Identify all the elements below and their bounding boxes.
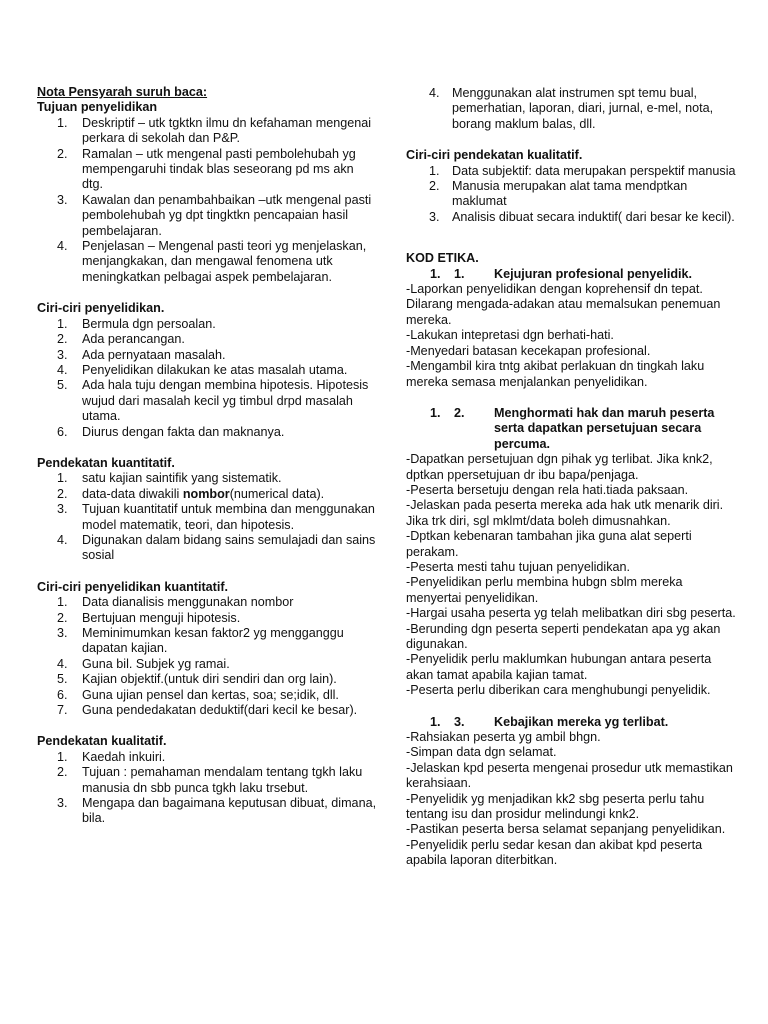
kod-line: -Peserta bersetuju dengan rela hati.tiada paksaan. [406, 482, 689, 497]
list-item: 5. Kajian objektif.(untuk diri sendiri dan org lain). [57, 672, 337, 687]
kod-line: -Dptkan kebenaran tambahan jika guna alat seperti perakam. [406, 529, 692, 559]
kod-section-3 [406, 715, 741, 869]
kod-line: -Penyelidik yg menjadikan kk2 sbg peserta perlu tahu tentang isu dan prosidur melindungi knk2. [406, 791, 705, 822]
kod-line: -Hargai usaha peserta yg telah melibatkan diri sbg peserta. [406, 606, 736, 621]
ciri-kualitatif-list [406, 164, 741, 226]
section-ciri-kualitatif [406, 148, 741, 225]
left-column [37, 85, 377, 843]
kod-etika-title: KOD ETIKA. [406, 251, 479, 266]
kod-line: -Berunding dgn peserta seperti pendekatan apa yg akan digunakan. [406, 621, 721, 651]
right-column [406, 86, 741, 885]
bold-term: nombor [182, 486, 230, 501]
kualitatif-list [37, 750, 377, 827]
list-item: 3. Analisis dibuat secara induktif( dari besar ke kecil). [429, 209, 735, 224]
kod-line: -Dapatkan persetujuan dgn pihak yg terlibat. Jika knk2, dptkan ppersetujuan dr ibu bapa/penjaga. [406, 452, 713, 482]
ciri-list [37, 317, 377, 440]
list-item: 1. satu kajian saintifik yang sistematik. [57, 471, 282, 486]
kod-line: -Peserta mesti tahu tujuan penyelidikan. [406, 559, 631, 574]
list-item: 5. Ada hala tuju dengan membina hipotesis. Hipotesis wujud dari masalah kecil yg timbul drpd masalah utama. [57, 378, 369, 424]
list-item: 4. Penyelidikan dilakukan ke atas masalah utama. [57, 362, 348, 377]
list-item: 2. Ada perancangan. [57, 332, 185, 347]
list-item: 3. Tujuan kuantitatif untuk membina dan menggunakan model matematik, teori, dan hipotesis. [57, 502, 375, 532]
section-heading: Pendekatan kuantitatif. [37, 455, 175, 470]
section-ciri-kuantitatif [37, 580, 377, 719]
list-item: 2. Ramalan – utk mengenal pasti pembolehubah yg mempengaruhi tindak blas seseorang pd ms akn dtg. [57, 146, 356, 192]
kod-line: -Laporkan penyelidikan dengan koprehensif dn tepat. Dilarang mengada-adakan atau memalsukan penemuan mereka. [406, 282, 721, 327]
list-item: 1. Bermula dgn persoalan. [57, 316, 216, 331]
list-item: 3. Kawalan dan penambahbaikan –utk mengenal pasti pembolehubah yg dpt tingktkn pencapaian hasil pembelajaran. [57, 192, 372, 238]
list-item: 7. Guna pendedakatan deduktif(dari kecil ke besar). [57, 703, 358, 718]
list-item: 2. data-data diwakili nombor(numerical data). [57, 486, 325, 501]
kod-line: -Pastikan peserta bersa selamat sepanjang penyelidikan. [406, 822, 726, 837]
section-heading: Tujuan penyelidikan [37, 100, 158, 115]
kod-section-heading: 1. 3. Kebajikan mereka yg terlibat. [430, 714, 669, 729]
kod-line: -Peserta perlu diberikan cara menghubungi penyelidik. [406, 683, 711, 698]
kod-line: -Mengambil kira tntg akibat perlakuan dn tingkah laku mereka semasa menjalankan penyelidikan. [406, 359, 705, 389]
list-item: 2. Tujuan : pemahaman mendalam tentang tgkh laku manusia dn sbb punca tgkh laku trsebut. [57, 765, 363, 795]
list-item: 1. Kaedah inkuiri. [57, 749, 166, 764]
kod-line: -Penyelidik perlu maklumkan hubungan antara peserta akan tamat apabila kajian tamat. [406, 652, 712, 682]
list-item: 4. Menggunakan alat instrumen spt temu bual, pemerhatian, laporan, diari, jurnal, e-mel, nota, borang maklum balas, dll. [429, 86, 714, 131]
kualitatif-list-continued [406, 86, 741, 132]
page-title: Nota Pensyarah suruh baca: [37, 85, 208, 99]
ciri-kuantitatif-list [37, 595, 377, 718]
kod-line: -Lakukan intepretasi dgn berhati-hati. [406, 328, 614, 343]
kod-section-heading: 1. 1. Kejujuran profesional penyelidik. [430, 266, 693, 281]
section-tujuan [37, 100, 377, 285]
section-heading: Ciri-ciri pendekatan kualitatif. [406, 148, 583, 163]
kod-line: -Simpan data dgn selamat. [406, 745, 557, 760]
kod-line: -Menyedari batasan kecekapan profesional. [406, 343, 651, 358]
section-heading: Ciri-ciri penyelidikan kuantitatif. [37, 579, 229, 594]
section-ciri-penyelidikan [37, 301, 377, 440]
kod-line: -Penyelidikan perlu membina hubgn sblm mereka menyertai penyelidikan. [406, 575, 683, 605]
kod-line: -Rahsiakan peserta yg ambil bhgn. [406, 730, 601, 745]
list-item: 6. Diurus dengan fakta dan maknanya. [57, 424, 285, 439]
tujuan-list [37, 116, 377, 285]
kod-section-2 [406, 406, 741, 699]
list-item: 6. Guna ujian pensel dan kertas, soa; se;idik, dll. [57, 687, 339, 702]
kod-section-heading: 1. 2. Menghormati hak dan maruh peserta serta dapatkan persetujuan secara percuma. [430, 405, 715, 451]
list-item: 4. Penjelasan – Mengenal pasti teori yg menjelaskan, menjangkakan, dan mengawal fenomena utk meningkatkan pelbagai aspek pembelajaran. [57, 239, 367, 284]
section-kualitatif-continued [406, 86, 741, 132]
section-kualitatif [37, 734, 377, 826]
kod-line: -Penyelidik perlu sedar kesan dan akibat kpd peserta apabila laporan diterbitkan. [406, 837, 703, 868]
kod-line: -Jelaskan pada peserta mereka ada hak utk menarik diri. Jika trk diri, sgl mklmt/data boleh dimusnahkan. [406, 498, 724, 528]
kod-line: -Jelaskan kpd peserta mengenai prosedur utk memastikan kerahsiaan. [406, 760, 733, 791]
kod-section-1 [406, 267, 741, 390]
section-heading: Pendekatan kualitatif. [37, 734, 167, 749]
list-item: 3. Ada pernyataan masalah. [57, 347, 226, 362]
kuantitatif-list [37, 471, 377, 563]
list-item: 2. Bertujuan menguji hipotesis. [57, 610, 241, 625]
list-item: 3. Meminimumkan kesan faktor2 yg mengganggu dapatan kajian. [57, 626, 344, 656]
section-heading: Ciri-ciri penyelidikan. [37, 301, 165, 316]
list-item: 2. Manusia merupakan alat tama mendptkan maklumat [429, 179, 688, 209]
list-item: 4. Digunakan dalam bidang sains semulajadi dan sains sosial [57, 532, 376, 563]
list-item: 1. Data dianalisis menggunakan nombor [57, 595, 294, 610]
list-item: 1. Deskriptif – utk tgktkn ilmu dn kefahaman mengenai perkara di sekolah dan P&P. [57, 115, 372, 146]
list-item: 3. Mengapa dan bagaimana keputusan dibuat, dimana, bila. [57, 796, 377, 826]
section-kuantitatif [37, 456, 377, 564]
list-item: 4. Guna bil. Subjek yg ramai. [57, 656, 230, 671]
list-item: 1. Data subjektif: data merupakan perspektif manusia [429, 163, 736, 178]
